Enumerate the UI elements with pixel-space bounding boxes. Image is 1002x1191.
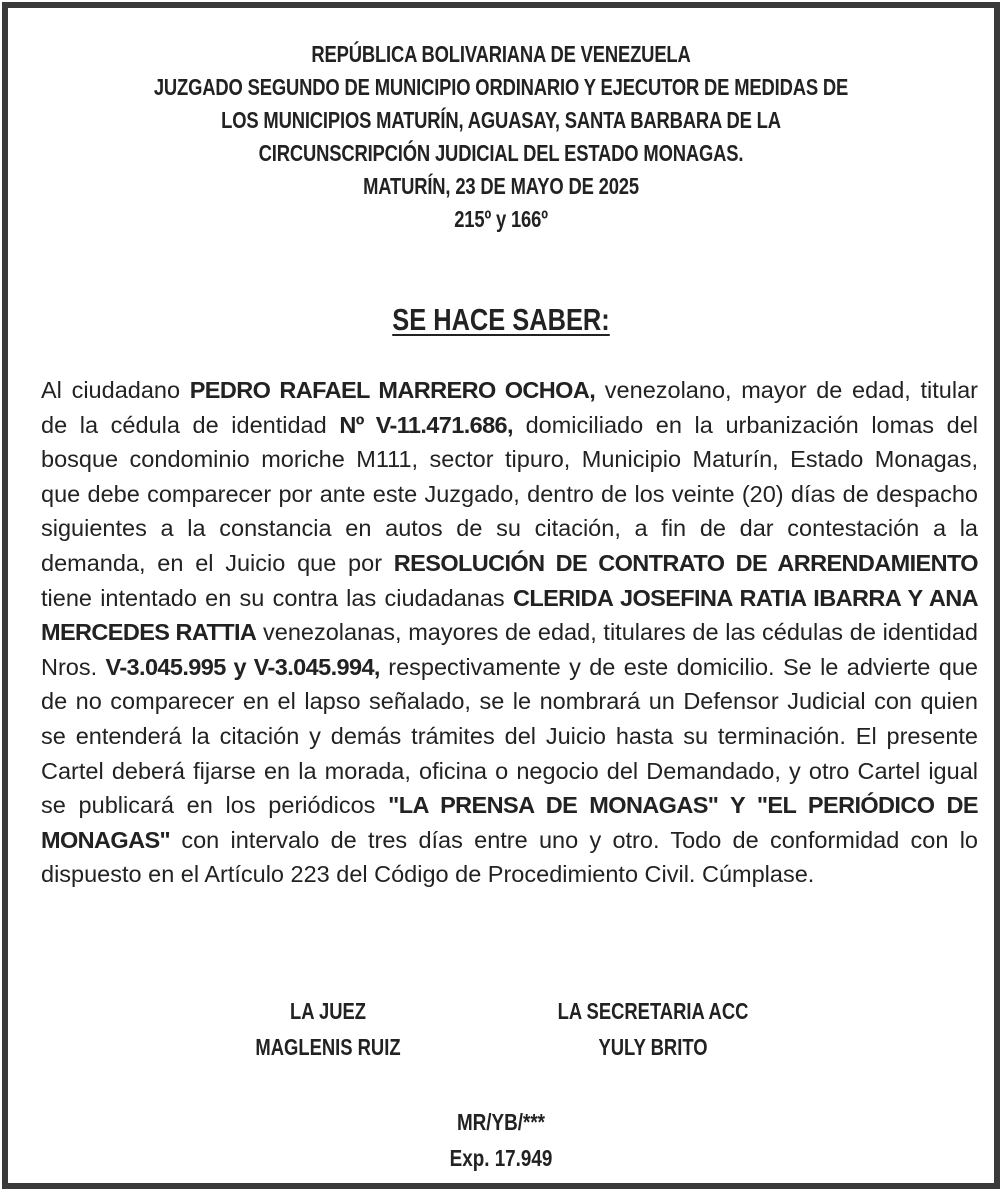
- body-text: Al ciudadano: [41, 377, 190, 403]
- plaintiff-ids: V-3.045.995 y V-3.045.994,: [105, 653, 380, 680]
- footer-expediente: Exp. 17.949: [449, 1145, 553, 1171]
- notice-body: [41, 373, 978, 892]
- body-text: venezolanas, mayores de edad, titulares de las cédulas de identidad Nros.: [41, 619, 978, 680]
- footer-initials: MR/YB/***: [456, 1109, 546, 1135]
- body-text: respectivamente y de este domicilio. Se le advierte que de no comparecer en el lapso señalado, se le nombrará un Defensor Judicial con quien se entenderá la citación y demás trámites del Juicio hasta su terminación. El presente Cartel deberá fijarse en la morada, oficina o negocio del Demandado, y otro Cartel igual se publicará en los periódicos: [41, 653, 978, 819]
- signature-role: LA SECRETARIA ACC: [557, 998, 749, 1024]
- signature-name: MAGLENIS RUIZ: [255, 1034, 401, 1060]
- defendant-name: PEDRO RAFAEL MARRERO OCHOA,: [189, 377, 596, 403]
- newspapers: "LA PRENSA DE MONAGAS" Y "EL PERIÓDICO DE MONAGAS": [41, 792, 978, 853]
- body-text: venezolano, mayor de edad, titular de la cédula de identidad: [41, 377, 978, 438]
- signature-name: YULY BRITO: [598, 1034, 708, 1060]
- signature-role: LA JUEZ: [290, 998, 366, 1024]
- notice-title: SE HACE SABER:: [392, 302, 610, 337]
- header-line-country: REPÚBLICA BOLIVARIANA DE VENEZUELA: [311, 41, 691, 67]
- document-footer: [97, 1104, 906, 1176]
- header-line-years: 215º y 166º: [454, 206, 548, 232]
- case-type: RESOLUCIÓN DE CONTRATO DE ARRENDAMIENTO: [393, 549, 978, 576]
- document-header: [107, 38, 896, 236]
- body-text: domiciliado en la urbanización lomas del bosque condominio moriche M111, sector tipuro, Municipio Maturín, Estado Monagas, que debe comparecer por ante este Juzgado, dentro de los veinte (20) días de despacho siguientes a la constancia en autos de su citación, a fin de dar contestación a la demanda, en el Juicio que por: [41, 411, 978, 576]
- signature-judge: [224, 993, 432, 1065]
- plaintiff-names: CLERIDA JOSEFINA RATIA IBARRA Y ANA MERCEDES RATTIA: [41, 584, 978, 646]
- header-line-court: JUZGADO SEGUNDO DE MUNICIPIO ORDINARIO Y EJECUTOR DE MEDIDAS DE: [153, 74, 849, 100]
- header-line-municipalities: LOS MUNICIPIOS MATURÍN, AGUASAY, SANTA BARBARA DE LA: [221, 107, 781, 133]
- defendant-id: Nº V-11.471.686,: [339, 411, 513, 438]
- header-line-date: MATURÍN, 23 DE MAYO DE 2025: [363, 173, 639, 199]
- header-line-jurisdiction: CIRCUNSCRIPCIÓN JUDICIAL DEL ESTADO MONAGAS.: [258, 140, 744, 166]
- signature-secretary: [549, 993, 757, 1065]
- body-text: tiene intentado en su contra las ciudadanas: [41, 584, 513, 611]
- notice-frame: [2, 2, 1000, 1189]
- body-text: con intervalo de tres días entre uno y otro. Todo de conformidad con lo dispuesto en el Artículo 223 del Código de Procedimiento Civil. Cúmplase.: [41, 826, 978, 888]
